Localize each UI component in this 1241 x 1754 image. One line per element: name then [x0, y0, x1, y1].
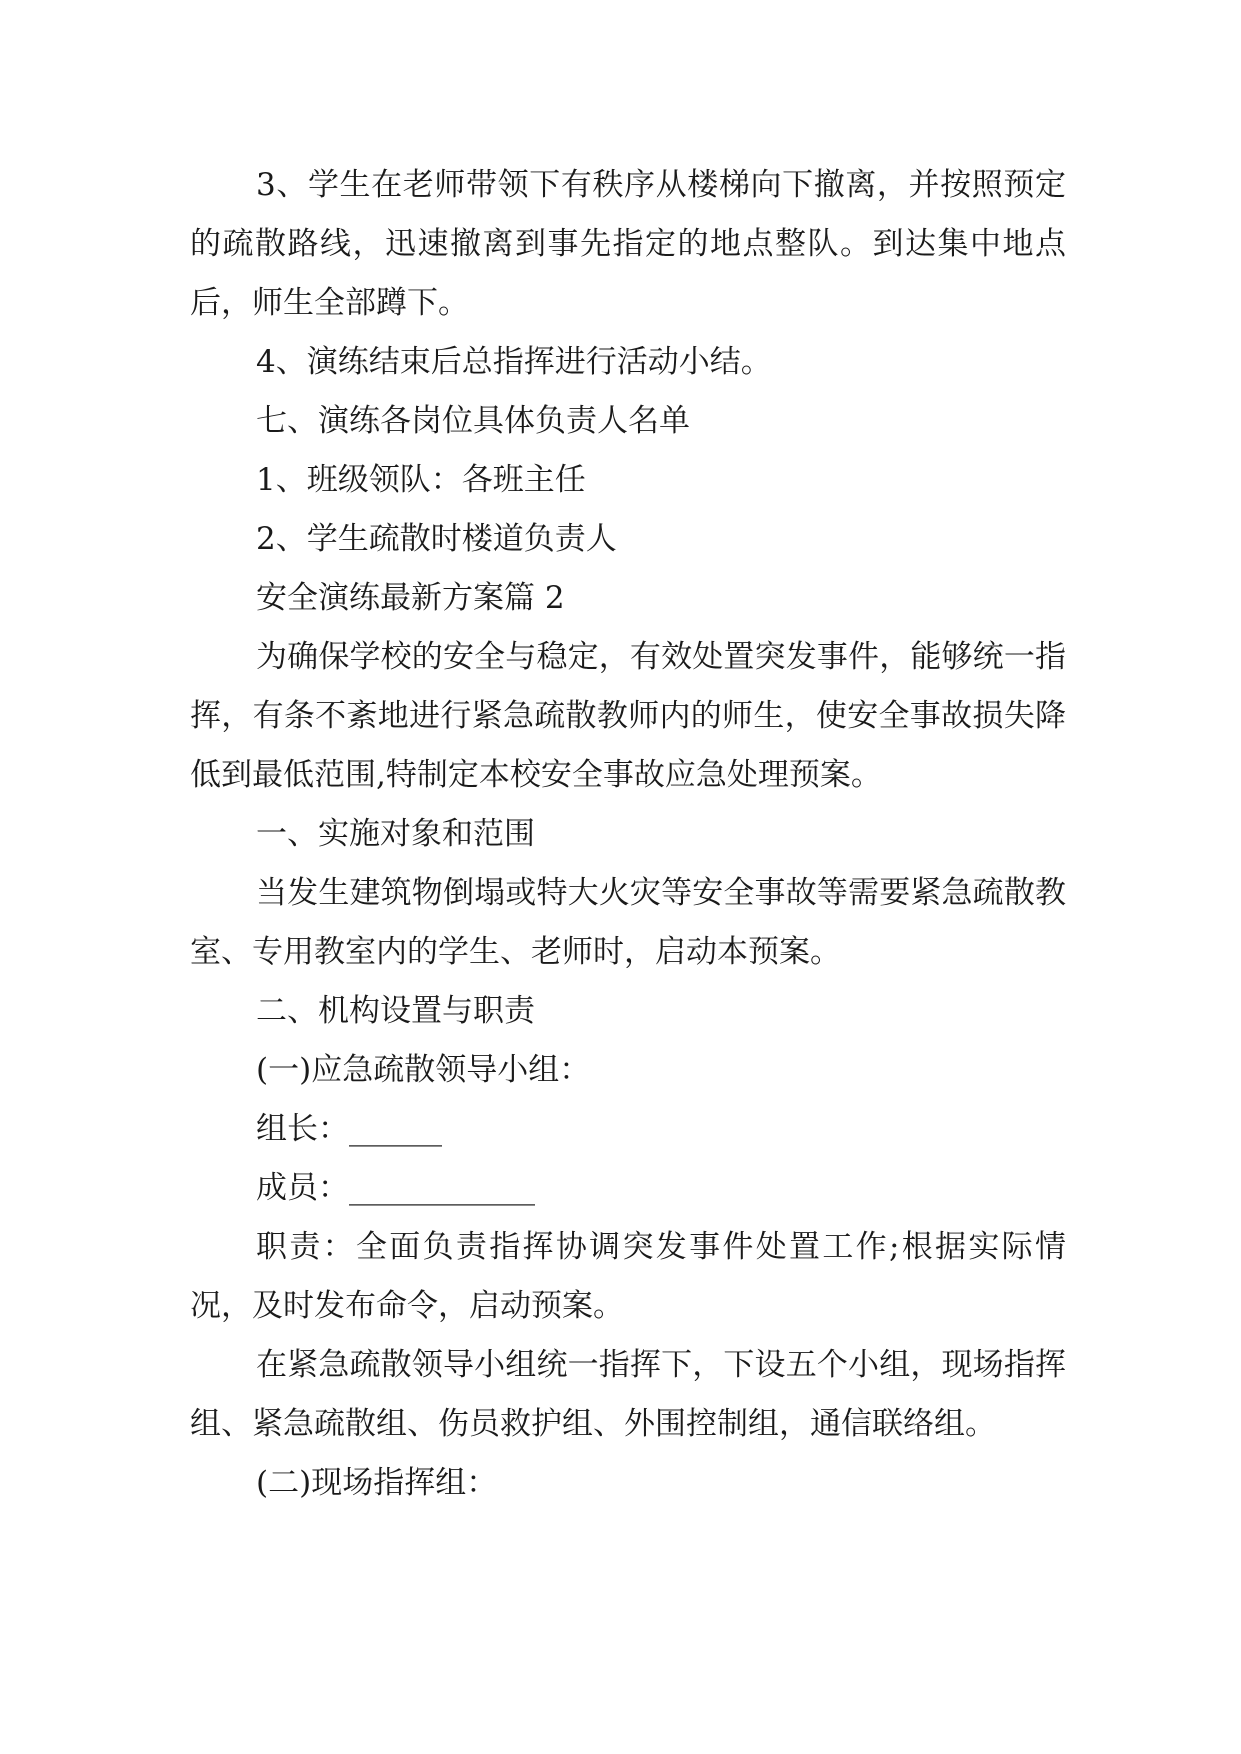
paragraph-evacuation-step-3: 3、学生在老师带领下有秩序从楼梯向下撤离，并按照预定的疏散路线，迅速撤离到事先指定的地点整队。到达集中地点后，师生全部蹲下。: [190, 167, 1066, 321]
paragraph-evacuation-step-4: 4、演练结束后总指挥进行活动小结。: [256, 344, 772, 380]
section-heading-scope: 一、实施对象和范围: [256, 816, 535, 852]
article-title: 安全演练最新方案篇 2: [256, 580, 565, 616]
subheading-field-command: (二)现场指挥组：: [256, 1465, 498, 1501]
paragraph-class-leader: 1、班级领队：各班主任: [256, 462, 586, 498]
field-group-leader: 组长：______: [256, 1111, 442, 1147]
paragraph-intro: 为确保学校的安全与稳定，有效处置突发事件，能够统一指挥，有条不紊地进行紧急疏散教师内的师生，使安全事故损失降低到最低范围,特制定本校安全事故应急处理预案。: [190, 639, 1066, 793]
paragraph-duties: 职责：全面负责指挥协调突发事件处置工作;根据实际情况，及时发布命令，启动预案。: [190, 1229, 1066, 1324]
document-body: [190, 156, 1066, 1513]
field-members: 成员：____________: [256, 1170, 535, 1206]
paragraph-corridor-leader: 2、学生疏散时楼道负责人: [256, 521, 617, 557]
section-heading-organization: 二、机构设置与职责: [256, 993, 535, 1029]
section-heading-responsible-list: 七、演练各岗位具体负责人名单: [256, 403, 690, 439]
paragraph-subgroups: 在紧急疏散领导小组统一指挥下，下设五个小组，现场指挥组、紧急疏散组、伤员救护组、外围控制组，通信联络组。: [190, 1347, 1066, 1442]
paragraph-scope: 当发生建筑物倒塌或特大火灾等安全事故等需要紧急疏散教室、专用教室内的学生、老师时，启动本预案。: [190, 875, 1066, 970]
subheading-leadership-group: (一)应急疏散领导小组：: [256, 1052, 591, 1088]
